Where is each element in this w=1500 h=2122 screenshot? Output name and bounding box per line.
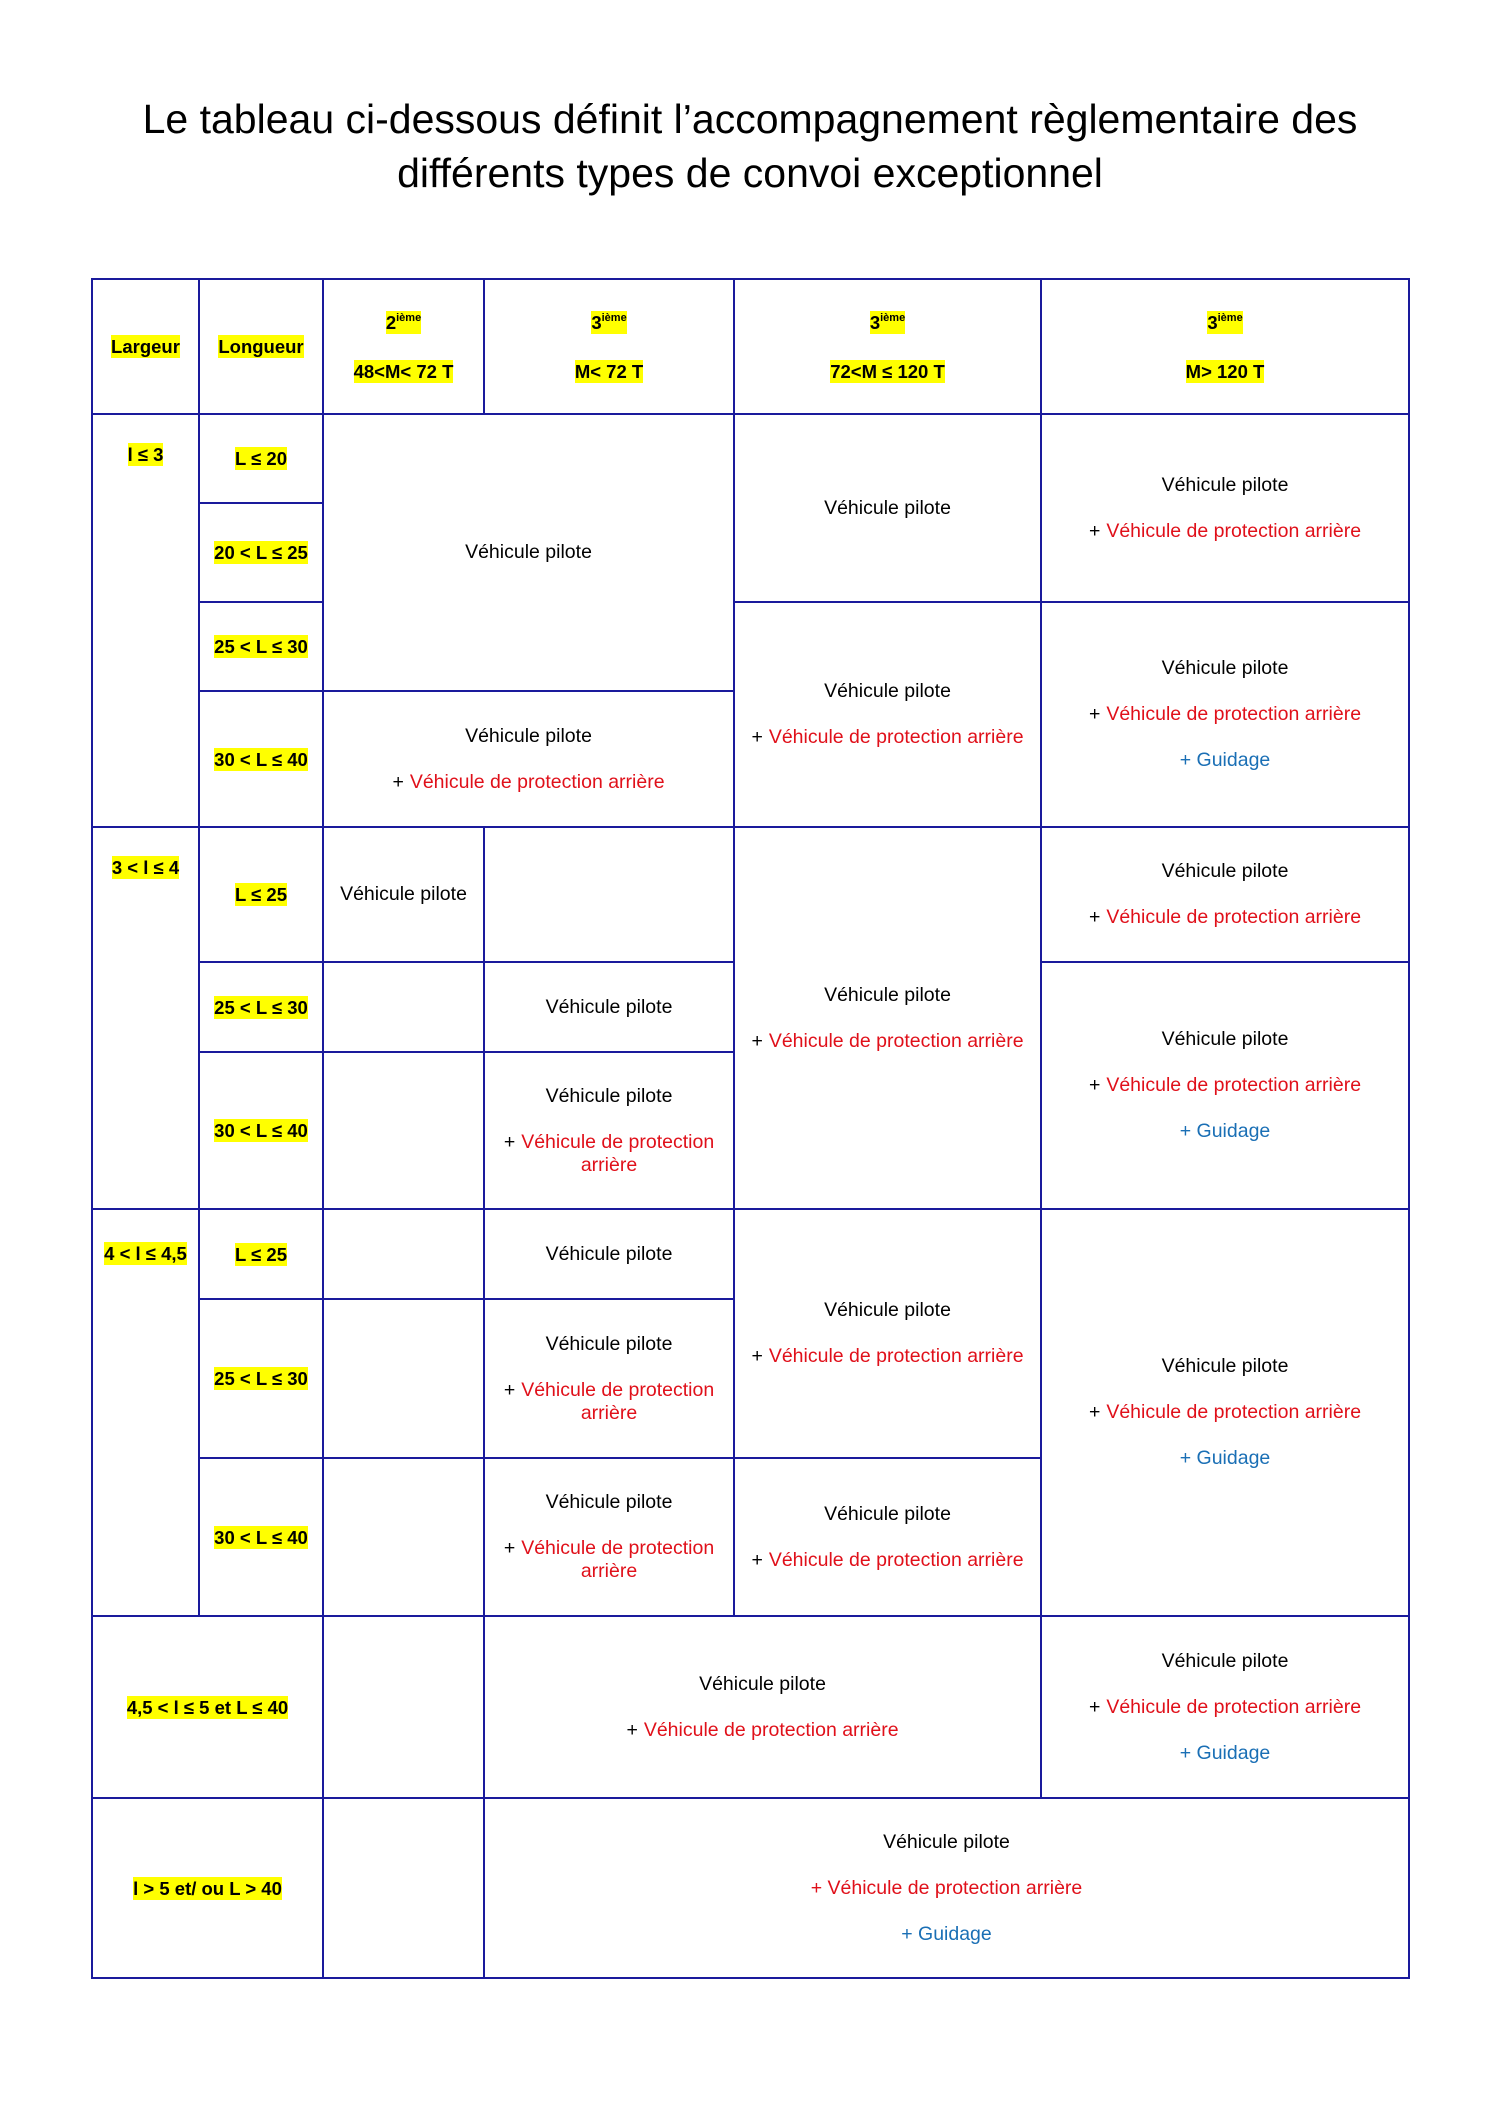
pilot-vehicle-text: Véhicule pilote (824, 496, 951, 519)
rear-protection-text: + Véhicule de protection arrière (751, 1548, 1024, 1571)
pilot-vehicle-text: Véhicule pilote (545, 1242, 673, 1265)
requirement-cell (485, 1459, 735, 1617)
length-class-label: L ≤ 20 (235, 448, 287, 469)
requirement-cell (735, 415, 1042, 603)
pilot-vehicle-text: Véhicule pilote (1161, 1355, 1289, 1377)
width-class-label: 4 < l ≤ 4,5 (104, 1243, 187, 1264)
requirement-cell (1042, 963, 1410, 1210)
header-label: Longueur (218, 336, 304, 357)
rear-protection-text: + Véhicule de protection arrière (1088, 1695, 1362, 1718)
requirement-cell (735, 1459, 1042, 1617)
requirement-cell (485, 1053, 735, 1210)
width-class-label: l ≤ 3 (127, 444, 164, 465)
length-class-label: L ≤ 25 (235, 884, 287, 905)
length-class-cell (200, 1210, 324, 1300)
requirement-cell (485, 963, 735, 1053)
width-class-label: 3 < l ≤ 4 (111, 857, 180, 878)
pilot-vehicle-text: Véhicule pilote (1161, 657, 1289, 679)
header-col-3 (735, 280, 1042, 415)
length-class-cell (200, 1459, 324, 1617)
pilot-vehicle-text: Véhicule pilote (1161, 473, 1289, 496)
length-class-cell (200, 963, 324, 1053)
guidance-text: + Guidage (1179, 749, 1271, 771)
length-class-cell (200, 828, 324, 963)
pilot-vehicle-text: Véhicule pilote (824, 983, 951, 1006)
page-title: Le tableau ci-dessous définit l’accompagnement règlementaire des différents types de convoi exceptionnel (142, 96, 1358, 196)
rear-protection-text: + Véhicule de protection arrière (751, 1345, 1024, 1367)
escort-table (91, 278, 1410, 1979)
length-class-label: 25 < L ≤ 30 (214, 636, 308, 657)
length-class-label: 20 < L ≤ 25 (214, 542, 308, 563)
header-mass: M< 72 T (574, 360, 644, 382)
rear-protection-text: + Véhicule de protection arrière (810, 1876, 1083, 1899)
header-mass: 72<M ≤ 120 T (830, 360, 945, 382)
pilot-vehicle-text: Véhicule pilote (1161, 860, 1289, 882)
requirement-cell (735, 828, 1042, 1210)
length-class-label: 25 < L ≤ 30 (214, 996, 308, 1018)
guidance-text: + Guidage (1179, 1120, 1271, 1142)
header-mass: 48<M< 72 T (353, 360, 454, 382)
pilot-vehicle-text: Véhicule pilote (824, 1299, 951, 1321)
length-class-label: 30 < L ≤ 40 (214, 1526, 308, 1548)
length-class-cell (200, 504, 324, 603)
empty-cell (324, 1617, 485, 1799)
header-longueur (200, 280, 324, 415)
requirement-cell (735, 603, 1042, 828)
guidance-text: + Guidage (901, 1922, 992, 1945)
requirement-cell (485, 1617, 1042, 1799)
width-class-cell (93, 415, 200, 828)
requirement-cell (485, 1210, 735, 1300)
empty-cell (485, 828, 735, 963)
rear-protection-text: + Véhicule de protection arrière (751, 1029, 1024, 1052)
header-col-1 (324, 280, 485, 415)
pilot-vehicle-text: Véhicule pilote (1161, 1028, 1289, 1050)
requirement-cell (1042, 828, 1410, 963)
width-class-cell (93, 828, 200, 1210)
requirement-cell (735, 1210, 1042, 1459)
rear-protection-text: + Véhicule de protection arrière (1088, 519, 1362, 542)
length-class-cell (200, 415, 324, 504)
width-class-cell (93, 1617, 324, 1799)
header-ordinal: 3ième (591, 311, 627, 333)
pilot-vehicle-text: Véhicule pilote (824, 1502, 951, 1525)
pilot-vehicle-text: Véhicule pilote (1161, 1649, 1289, 1672)
requirement-cell (485, 1799, 1410, 1979)
rear-protection-text: + Véhicule de protection arrière (503, 1378, 715, 1424)
pilot-vehicle-text: Véhicule pilote (545, 995, 673, 1018)
guidance-text: + Guidage (1179, 1741, 1271, 1764)
header-col-2 (485, 280, 735, 415)
requirement-cell (324, 415, 735, 692)
pilot-vehicle-text: Véhicule pilote (340, 883, 467, 905)
requirement-cell (1042, 1210, 1410, 1617)
width-class-label: 4,5 < l ≤ 5 et L ≤ 40 (126, 1696, 289, 1718)
rear-protection-text: + Véhicule de protection arrière (503, 1537, 715, 1582)
requirement-cell (1042, 415, 1410, 603)
empty-cell (324, 1459, 485, 1617)
length-class-cell (200, 1053, 324, 1210)
guidance-text: + Guidage (1179, 1447, 1271, 1469)
rear-protection-text: + Véhicule de protection arrière (1088, 703, 1362, 725)
requirement-cell (324, 828, 485, 963)
length-class-cell (200, 603, 324, 692)
length-class-label: 30 < L ≤ 40 (214, 1120, 308, 1141)
header-mass: M> 120 T (1185, 360, 1265, 382)
pilot-vehicle-text: Véhicule pilote (824, 680, 951, 702)
rear-protection-text: + Véhicule de protection arrière (1088, 906, 1362, 928)
empty-cell (324, 1300, 485, 1459)
rear-protection-text: + Véhicule de protection arrière (392, 770, 665, 793)
requirement-cell (485, 1300, 735, 1459)
empty-cell (324, 1210, 485, 1300)
header-ordinal: 3ième (869, 311, 906, 333)
pilot-vehicle-text: Véhicule pilote (465, 541, 592, 563)
width-class-cell (93, 1799, 324, 1979)
rear-protection-text: + Véhicule de protection arrière (626, 1718, 899, 1741)
requirement-cell (1042, 603, 1410, 828)
pilot-vehicle-text: Véhicule pilote (465, 724, 592, 747)
empty-cell (324, 963, 485, 1053)
header-largeur (93, 280, 200, 415)
length-class-label: L ≤ 25 (235, 1243, 287, 1265)
pilot-vehicle-text: Véhicule pilote (545, 1332, 673, 1355)
length-class-label: 25 < L ≤ 30 (214, 1368, 308, 1389)
pilot-vehicle-text: Véhicule pilote (545, 1084, 673, 1107)
width-class-label: l > 5 et/ ou L > 40 (133, 1877, 282, 1899)
header-col-4 (1042, 280, 1410, 415)
rear-protection-text: + Véhicule de protection arrière (1088, 1401, 1362, 1423)
header-ordinal: 3ième (1207, 311, 1243, 333)
requirement-cell (324, 692, 735, 828)
length-class-label: 30 < L ≤ 40 (214, 748, 308, 770)
empty-cell (324, 1053, 485, 1210)
rear-protection-text: + Véhicule de protection arrière (751, 726, 1024, 748)
length-class-cell (200, 1300, 324, 1459)
pilot-vehicle-text: Véhicule pilote (699, 1672, 826, 1695)
width-class-cell (93, 1210, 200, 1617)
pilot-vehicle-text: Véhicule pilote (545, 1491, 673, 1513)
pilot-vehicle-text: Véhicule pilote (883, 1830, 1010, 1853)
length-class-cell (200, 692, 324, 828)
rear-protection-text: + Véhicule de protection arrière (1088, 1074, 1362, 1096)
header-ordinal: 2ième (385, 311, 422, 333)
empty-cell (324, 1799, 485, 1979)
header-label: Largeur (111, 336, 180, 357)
requirement-cell (1042, 1617, 1410, 1799)
rear-protection-text: + Véhicule de protection arrière (503, 1130, 715, 1176)
